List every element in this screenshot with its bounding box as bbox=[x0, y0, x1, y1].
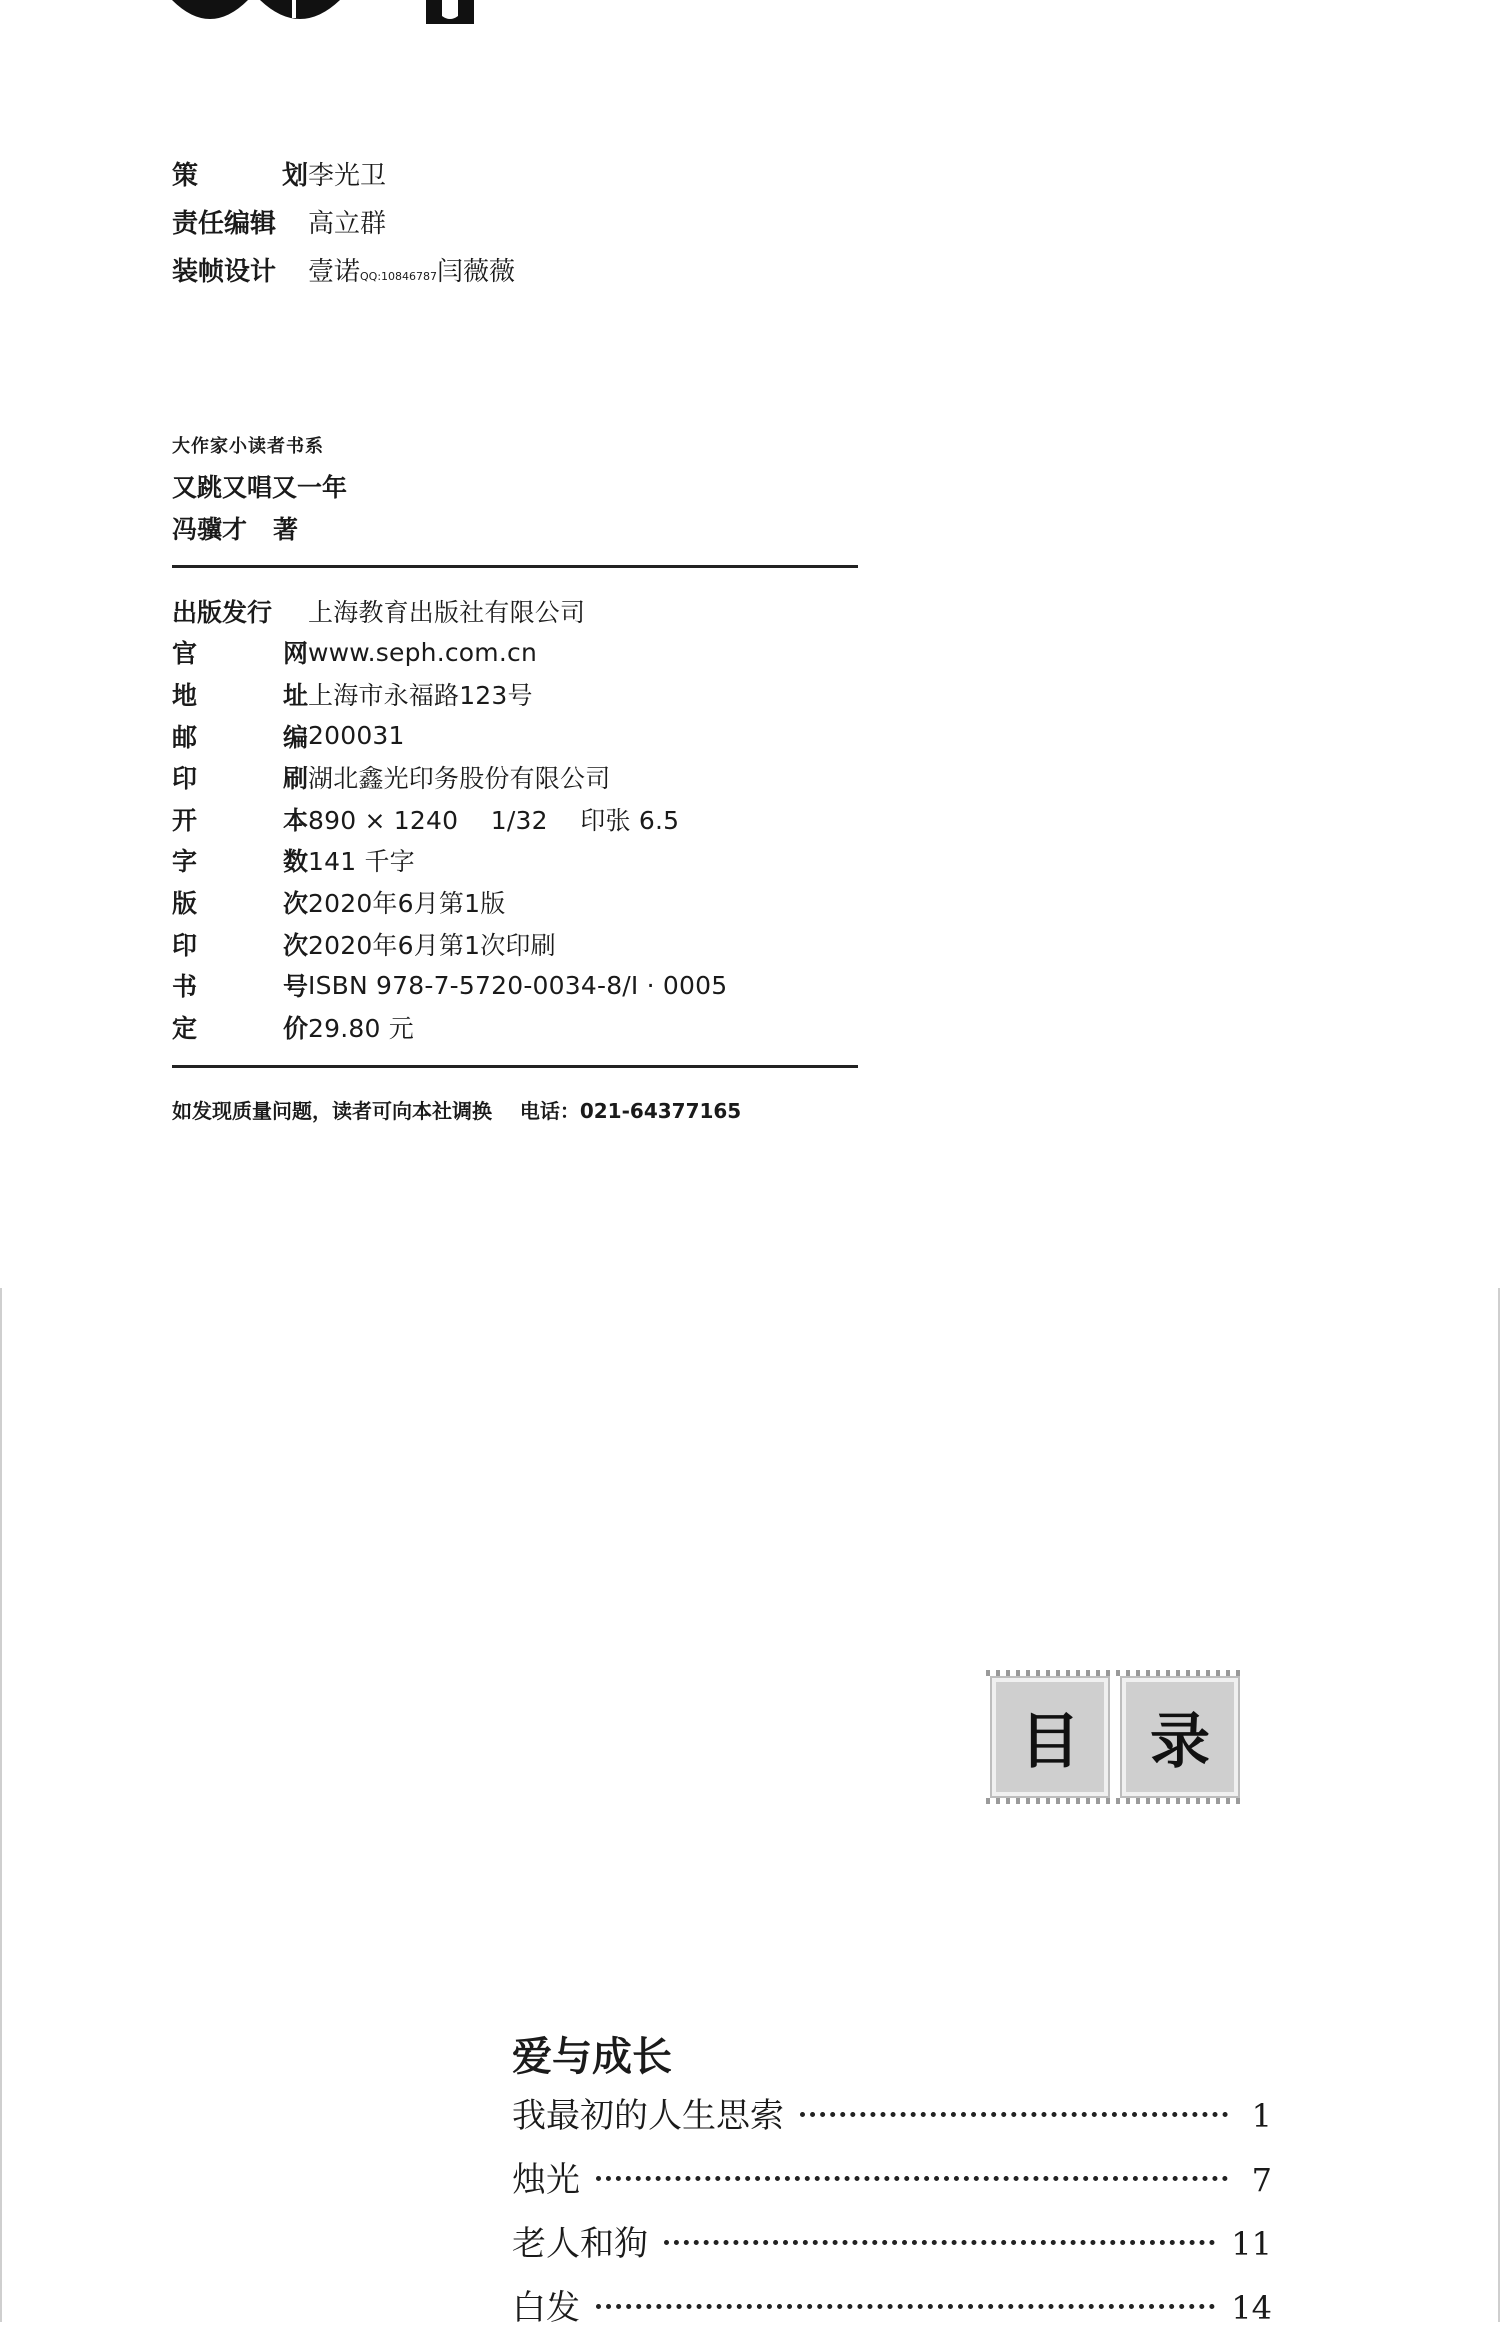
toc-leader-dots bbox=[596, 2304, 1215, 2309]
toc-entry-title: 白发 bbox=[512, 2288, 580, 2328]
pub-key: 官 网 bbox=[172, 639, 308, 669]
pub-key: 印 刷 bbox=[172, 764, 308, 794]
toc-entry-title: 老人和狗 bbox=[512, 2224, 648, 2264]
pub-key: 印 次 bbox=[172, 930, 308, 960]
pub-key: 字 数 bbox=[172, 847, 308, 877]
pub-row bbox=[172, 590, 727, 632]
toc-entry-title: 烛光 bbox=[512, 2160, 580, 2200]
publication-table bbox=[172, 590, 727, 1048]
pub-value: www.seph.com.cn bbox=[308, 637, 537, 667]
pub-value: 200031 bbox=[308, 721, 405, 751]
pub-value: 2020年6月第1次印刷 bbox=[308, 930, 556, 960]
pub-value: ISBN 978-7-5720-0034-8/I · 0005 bbox=[308, 970, 728, 1000]
pub-key: 开 本 bbox=[172, 805, 308, 835]
toc-heading-char: 录 bbox=[1126, 1682, 1234, 1792]
page-separator bbox=[0, 1270, 1500, 1288]
toc-entry-title: 我最初的人生思索 bbox=[512, 2096, 784, 2136]
toc-entry-page: 14 bbox=[1231, 2289, 1272, 2327]
pub-row bbox=[172, 923, 727, 965]
toc-list bbox=[512, 2088, 1272, 2344]
pub-key: 地 址 bbox=[172, 680, 308, 710]
toc-leader-dots bbox=[800, 2112, 1228, 2117]
credit-value: 李光卫 bbox=[308, 161, 387, 191]
credit-value: 高立群 bbox=[308, 209, 387, 239]
author-line bbox=[172, 510, 347, 546]
toc-leader-dots bbox=[664, 2240, 1215, 2245]
toc-entry[interactable] bbox=[512, 2152, 1272, 2216]
divider-bottom bbox=[172, 1065, 858, 1068]
credit-key: 策 划 bbox=[172, 161, 308, 191]
pub-value: 29.80 元 bbox=[308, 1013, 414, 1043]
credit-value: 壹诺QQ:10846787闫薇薇 bbox=[308, 257, 516, 287]
toc-entry[interactable] bbox=[512, 2280, 1272, 2344]
book-title: 又跳又唱又一年 bbox=[172, 473, 348, 502]
toc-leader-dots bbox=[596, 2176, 1228, 2181]
credit-key: 责任编辑 bbox=[172, 209, 277, 239]
quality-notice: 如发现质量问题，读者可向本社调换 电话：021-64377165 bbox=[172, 1099, 742, 1123]
author-role: 著 bbox=[273, 515, 299, 544]
pub-key: 邮 编 bbox=[172, 722, 308, 752]
book-info bbox=[172, 432, 347, 546]
pub-row bbox=[172, 840, 727, 882]
pub-key: 书 号 bbox=[172, 972, 308, 1002]
credit-row bbox=[172, 155, 515, 203]
pub-value: 141 千字 bbox=[308, 847, 415, 877]
credit-row bbox=[172, 203, 515, 251]
toc-entry[interactable] bbox=[512, 2088, 1272, 2152]
pub-key: 出版发行 bbox=[172, 597, 273, 627]
pub-key: 定 价 bbox=[172, 1013, 308, 1043]
pub-key: 版 次 bbox=[172, 888, 308, 918]
toc-entry[interactable] bbox=[512, 2216, 1272, 2280]
toc-section-title: 爱与成长 bbox=[512, 2033, 672, 2080]
credit-row bbox=[172, 251, 515, 299]
toc-heading-char: 目 bbox=[996, 1682, 1104, 1792]
pub-row bbox=[172, 881, 727, 923]
credits-block bbox=[172, 155, 515, 299]
series-name: 大作家小读者书系 bbox=[172, 436, 324, 457]
pub-row bbox=[172, 798, 727, 840]
pub-row bbox=[172, 673, 727, 715]
pub-row bbox=[172, 756, 727, 798]
credit-key: 装帧设计 bbox=[172, 257, 277, 287]
toc-heading bbox=[996, 1682, 1234, 1792]
pub-value: 湖北鑫光印务股份有限公司 bbox=[308, 764, 611, 794]
author-name: 冯骥才 bbox=[172, 515, 248, 544]
qq-number: QQ:10846787 bbox=[360, 270, 438, 283]
toc-entry-page: 1 bbox=[1251, 2097, 1272, 2135]
pub-row bbox=[172, 1006, 727, 1048]
pub-row bbox=[172, 632, 727, 674]
publisher-logo-fragment bbox=[170, 0, 590, 28]
pub-value: 上海市永福路123号 bbox=[308, 680, 533, 710]
pub-row bbox=[172, 715, 727, 757]
pub-value: 890 × 1240 1/32 印张 6.5 bbox=[308, 805, 680, 835]
divider-top bbox=[172, 565, 858, 568]
toc-entry-page: 11 bbox=[1231, 2225, 1272, 2263]
toc-entry-page: 7 bbox=[1251, 2161, 1272, 2199]
pub-value: 上海教育出版社有限公司 bbox=[308, 597, 586, 627]
pub-value: 2020年6月第1版 bbox=[308, 888, 506, 918]
pub-row bbox=[172, 964, 727, 1006]
